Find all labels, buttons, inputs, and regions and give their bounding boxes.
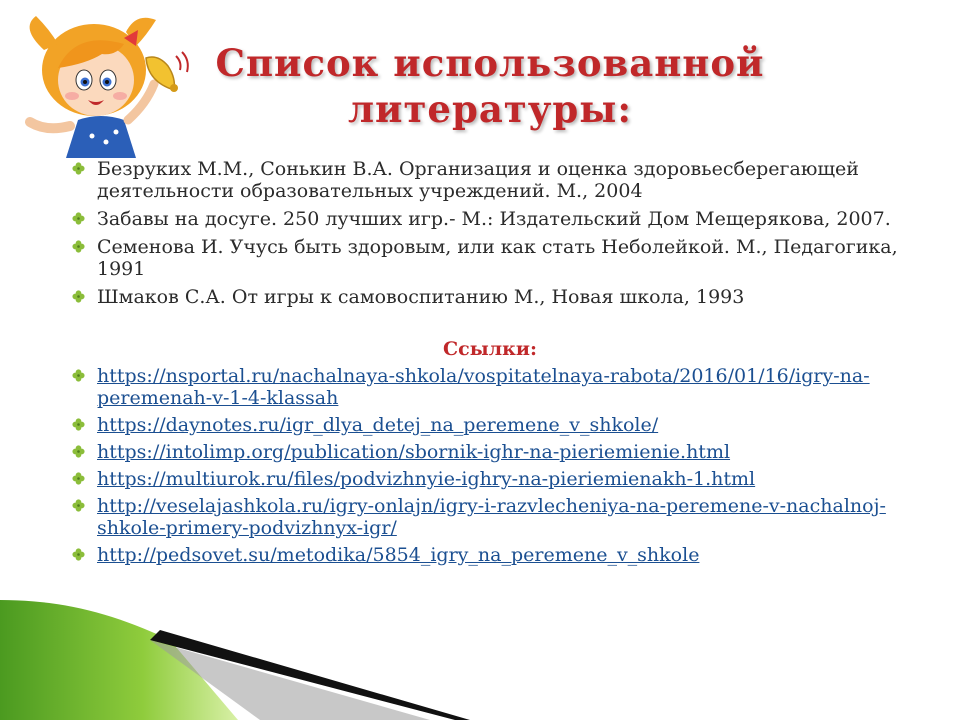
links-heading: Ссылки: [443,338,537,360]
title-line-1: Список использованной [215,41,765,85]
clover-bullet-icon [72,499,85,512]
clover-bullet-icon [72,472,85,485]
literature-text: Забавы на досуге. 250 лучших игр.- М.: Издательский Дом Мещерякова, 2007. [97,208,891,230]
link-item [70,468,910,490]
reference-link[interactable]: https://intolimp.org/publication/sbornik-ighr-na-pieriemienie.html [97,441,731,463]
link-item [70,441,910,463]
clover-bullet-icon [72,418,85,431]
literature-text: Семенова И. Учусь быть здоровым, или как стать Неболейкой. М., Педагогика, 1991 [97,236,898,280]
literature-item [70,208,910,230]
reference-link[interactable]: https://daynotes.ru/igr_dlya_detej_na_peremene_v_shkole/ [97,414,659,436]
reference-link[interactable]: http://veselajashkola.ru/igry-onlajn/igry-i-razvlecheniya-na-peremene-v-nachalnoj-shkole-primery-podvizhnyx-igr/ [97,495,886,539]
reference-link[interactable]: https://nsportal.ru/nachalnaya-shkola/vospitatelnaya-rabota/2016/01/16/igry-na-peremenah-v-1-4-klassah [97,365,870,409]
literature-item [70,158,910,202]
link-item [70,544,910,566]
literature-text: Шмаков С.А. От игры к самовоспитанию М., Новая школа, 1993 [97,286,745,308]
link-item [70,414,910,436]
clover-bullet-icon [72,445,85,458]
clover-bullet-icon [72,369,85,382]
literature-text: Безруких М.М., Сонькин В.А. Организация и оценка здоровьесберегающей деятельности образовательных учреждений. М., 2004 [97,158,859,202]
clover-bullet-icon [72,548,85,561]
clover-bullet-icon [72,212,85,225]
content-area [70,158,910,571]
literature-item [70,236,910,280]
clover-bullet-icon [72,240,85,253]
literature-list [70,158,910,308]
links-list [70,365,910,566]
reference-link[interactable]: https://multiurok.ru/files/podvizhnyie-ighry-na-pieriemienakh-1.html [97,468,756,490]
link-item [70,495,910,539]
link-item [70,365,910,409]
clover-bullet-icon [72,162,85,175]
clover-bullet-icon [72,290,85,303]
literature-item [70,286,910,308]
page-title [150,40,830,132]
reference-link[interactable]: http://pedsovet.su/metodika/5854_igry_na_peremene_v_shkole [97,544,700,566]
title-line-2: литературы: [347,87,633,131]
